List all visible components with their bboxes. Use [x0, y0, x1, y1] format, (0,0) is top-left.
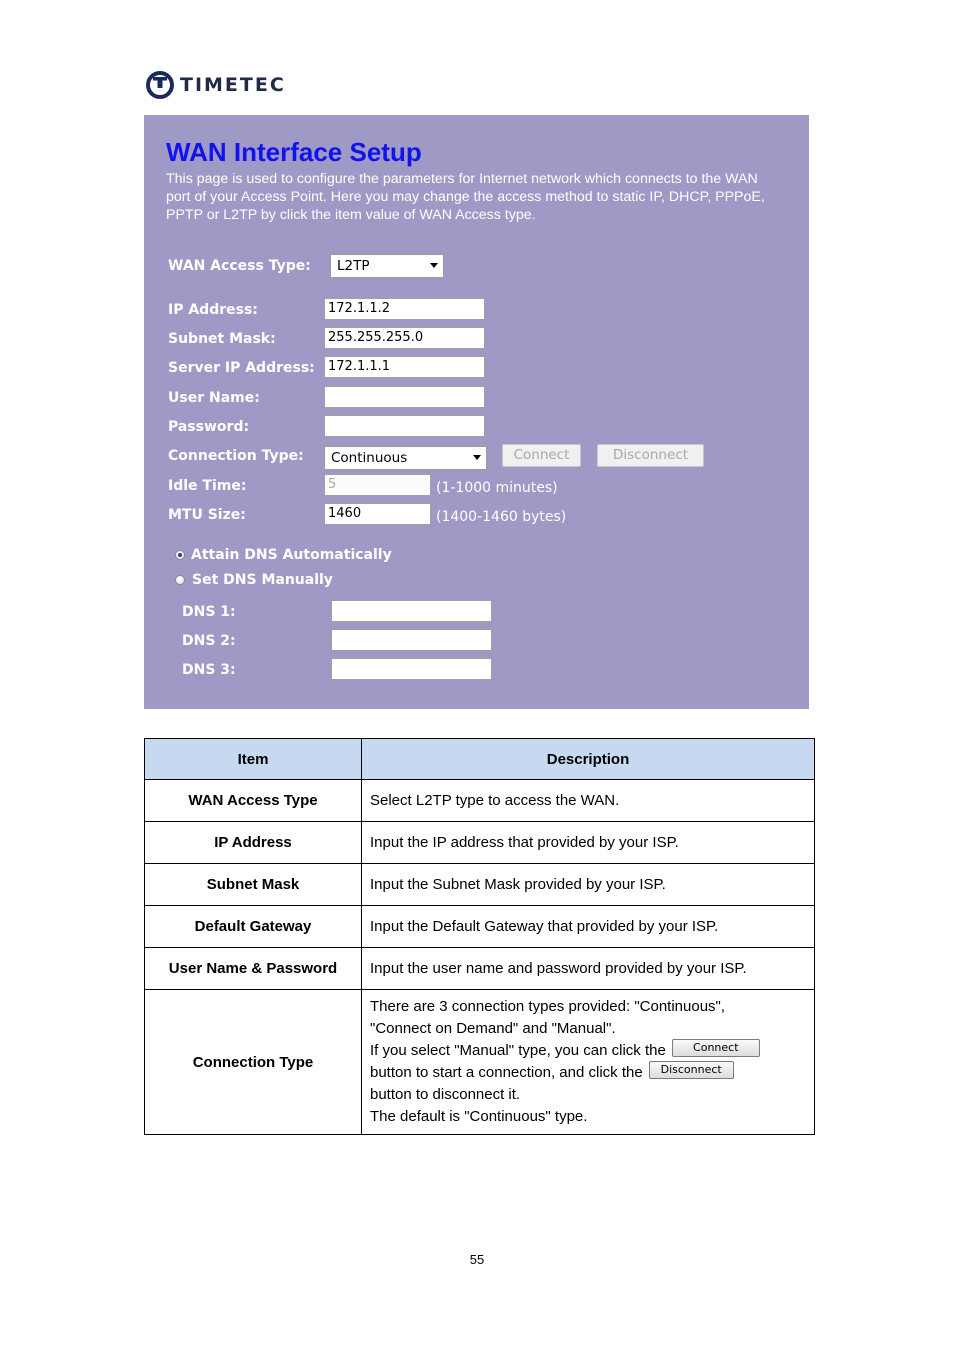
table-header-row: [145, 739, 815, 780]
dns3-label: DNS 3:: [182, 662, 236, 678]
connection-line-1: There are 3 connection types provided: "Continuous",: [370, 998, 726, 1015]
password-label: Password:: [168, 419, 250, 435]
inline-connect-button: Connect: [672, 1039, 760, 1057]
wan-access-type-label: WAN Access Type:: [168, 258, 311, 274]
connection-type-select[interactable]: [324, 446, 487, 470]
ip-address-input[interactable]: 172.1.1.2: [324, 298, 485, 320]
idle-time-label: Idle Time:: [168, 478, 247, 494]
table-row-connection-type: [145, 990, 815, 1135]
idle-time-input[interactable]: 5: [324, 474, 431, 496]
row-item: Default Gateway: [145, 906, 362, 948]
connection-type-value: Continuous: [331, 450, 408, 466]
page-title: WAN Interface Setup: [166, 137, 422, 167]
page-description: This page is used to configure the parameters for Internet network which connects to the WAN port of your Access Point. Here you may change the access method to static IP, DHCP, PPPoE, PPTP or L2TP by click the item value of WAN Access type.: [166, 171, 765, 223]
table-row: [145, 822, 815, 864]
dns1-label: DNS 1:: [182, 604, 236, 620]
mtu-size-label: MTU Size:: [168, 507, 246, 523]
ip-address-label: IP Address:: [168, 302, 258, 318]
row-item: WAN Access Type: [145, 780, 362, 822]
row-description: [362, 990, 815, 1135]
subnet-mask-input[interactable]: 255.255.255.0: [324, 327, 485, 349]
connection-line-5: button to disconnect it.: [370, 1086, 521, 1103]
row-item: Subnet Mask: [145, 864, 362, 906]
connection-line-4-text: button to start a connection, and click the: [370, 1064, 643, 1081]
table-row: [145, 780, 815, 822]
server-ip-input[interactable]: 172.1.1.1: [324, 356, 485, 378]
wan-access-type-select[interactable]: [330, 254, 444, 278]
row-item: IP Address: [145, 822, 362, 864]
row-description: Input the Subnet Mask provided by your ISP.: [362, 864, 815, 906]
header-item: Item: [145, 739, 362, 780]
row-item: User Name & Password: [145, 948, 362, 990]
dns3-input[interactable]: [331, 658, 492, 680]
dns-auto-label: Attain DNS Automatically: [191, 547, 392, 563]
table-row: [145, 906, 815, 948]
idle-time-hint: (1-1000 minutes): [436, 480, 558, 496]
row-description: Input the user name and password provided by your ISP.: [362, 948, 815, 990]
connect-button[interactable]: Connect: [502, 444, 581, 467]
mtu-size-hint: (1400-1460 bytes): [436, 509, 567, 525]
subnet-mask-label: Subnet Mask:: [168, 331, 276, 347]
page-number: 55: [469, 1252, 485, 1267]
dns2-input[interactable]: [331, 629, 492, 651]
wan-access-type-value: L2TP: [337, 258, 370, 274]
connection-line-3: [370, 1040, 806, 1062]
connection-line-2: "Connect on Demand" and "Manual".: [370, 1020, 616, 1037]
row-description: Input the IP address that provided by your ISP.: [362, 822, 815, 864]
chevron-down-icon: [430, 263, 438, 268]
chevron-down-icon: [473, 455, 481, 460]
inline-disconnect-button: Disconnect: [649, 1061, 734, 1079]
dns1-input[interactable]: [331, 600, 492, 622]
connection-line-3-text: If you select "Manual" type, you can click the: [370, 1042, 666, 1059]
connection-line-6: The default is "Continuous" type.: [370, 1108, 588, 1125]
logo-text: TIMETEC: [180, 74, 286, 96]
user-name-input[interactable]: [324, 386, 485, 408]
connection-type-label: Connection Type:: [168, 448, 304, 464]
wan-setup-panel: [144, 115, 809, 709]
dns-auto-radio[interactable]: [175, 550, 185, 560]
timetec-logo: [145, 69, 286, 101]
connection-line-4: [370, 1062, 806, 1084]
description-table: [144, 738, 815, 1135]
table-row: [145, 948, 815, 990]
header-description: Description: [362, 739, 815, 780]
row-description: Input the Default Gateway that provided by your ISP.: [362, 906, 815, 948]
dns2-label: DNS 2:: [182, 633, 236, 649]
dns-manual-radio[interactable]: [175, 575, 185, 585]
row-item: Connection Type: [145, 990, 362, 1135]
table-row: [145, 864, 815, 906]
dns-manual-label: Set DNS Manually: [192, 572, 333, 588]
mtu-size-input[interactable]: 1460: [324, 503, 431, 525]
server-ip-label: Server IP Address:: [168, 360, 315, 376]
password-input[interactable]: [324, 415, 485, 437]
user-name-label: User Name:: [168, 390, 260, 406]
disconnect-button[interactable]: Disconnect: [597, 444, 704, 467]
row-description: Select L2TP type to access the WAN.: [362, 780, 815, 822]
timetec-logo-icon: [145, 70, 175, 100]
